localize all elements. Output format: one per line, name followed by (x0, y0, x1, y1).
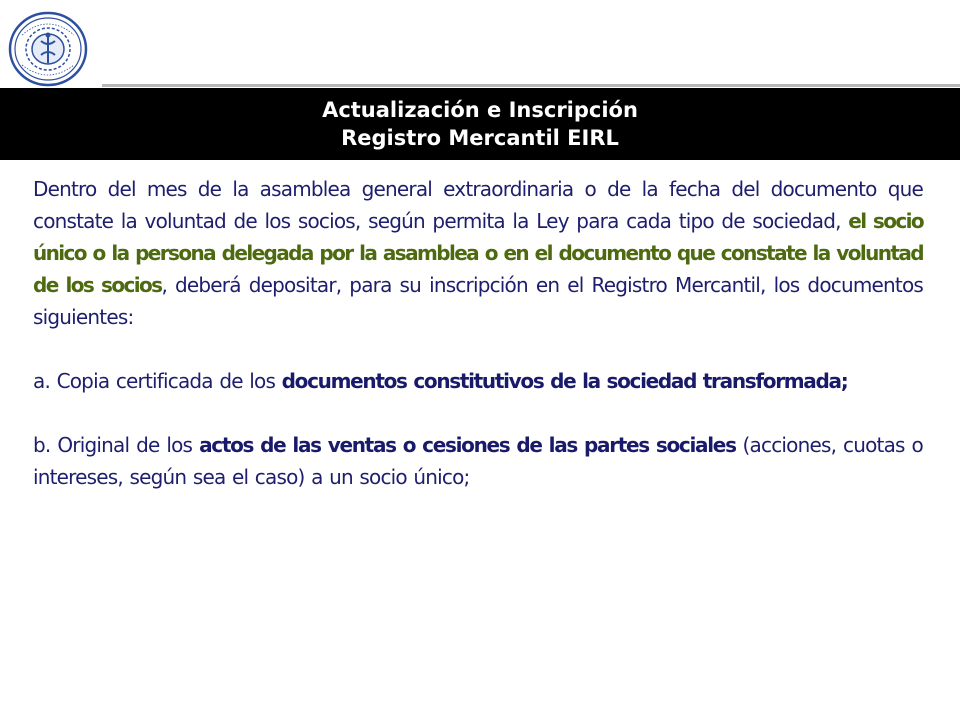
title-banner (0, 88, 960, 160)
intro-paragraph (33, 173, 923, 333)
header-divider (102, 84, 960, 87)
slide-body (33, 173, 923, 525)
intro-text-end: , deberá depositar, para su inscripción en el Registro Mercantil, los documentos siguientes: (33, 273, 923, 329)
list-item-a (33, 365, 923, 397)
page-title: Actualización e Inscripción (322, 98, 638, 122)
item-b-text-end: (acciones, cuotas o intereses, según sea el caso) a un socio único; (33, 433, 923, 489)
item-a-highlight: documentos constitutivos de la sociedad transformada; (281, 369, 848, 393)
item-b-highlight: actos de las ventas o cesiones de las partes sociales (199, 433, 736, 457)
organization-seal-logo (8, 11, 88, 87)
item-a-text: a. Copia certificada de los (33, 369, 282, 393)
page-subtitle: Registro Mercantil EIRL (341, 126, 619, 150)
item-b-text: b. Original de los (33, 433, 200, 457)
seal-icon (8, 11, 88, 87)
intro-text: Dentro del mes de la asamblea general extraordinaria o de la fecha del documento que constate la voluntad de los socios, según permita la Ley para cada tipo de sociedad, (33, 177, 923, 233)
intro-highlight: el socio único o la persona delegada por la asamblea o en el documento que constate la voluntad de los socios (33, 209, 923, 297)
list-item-b (33, 429, 923, 493)
